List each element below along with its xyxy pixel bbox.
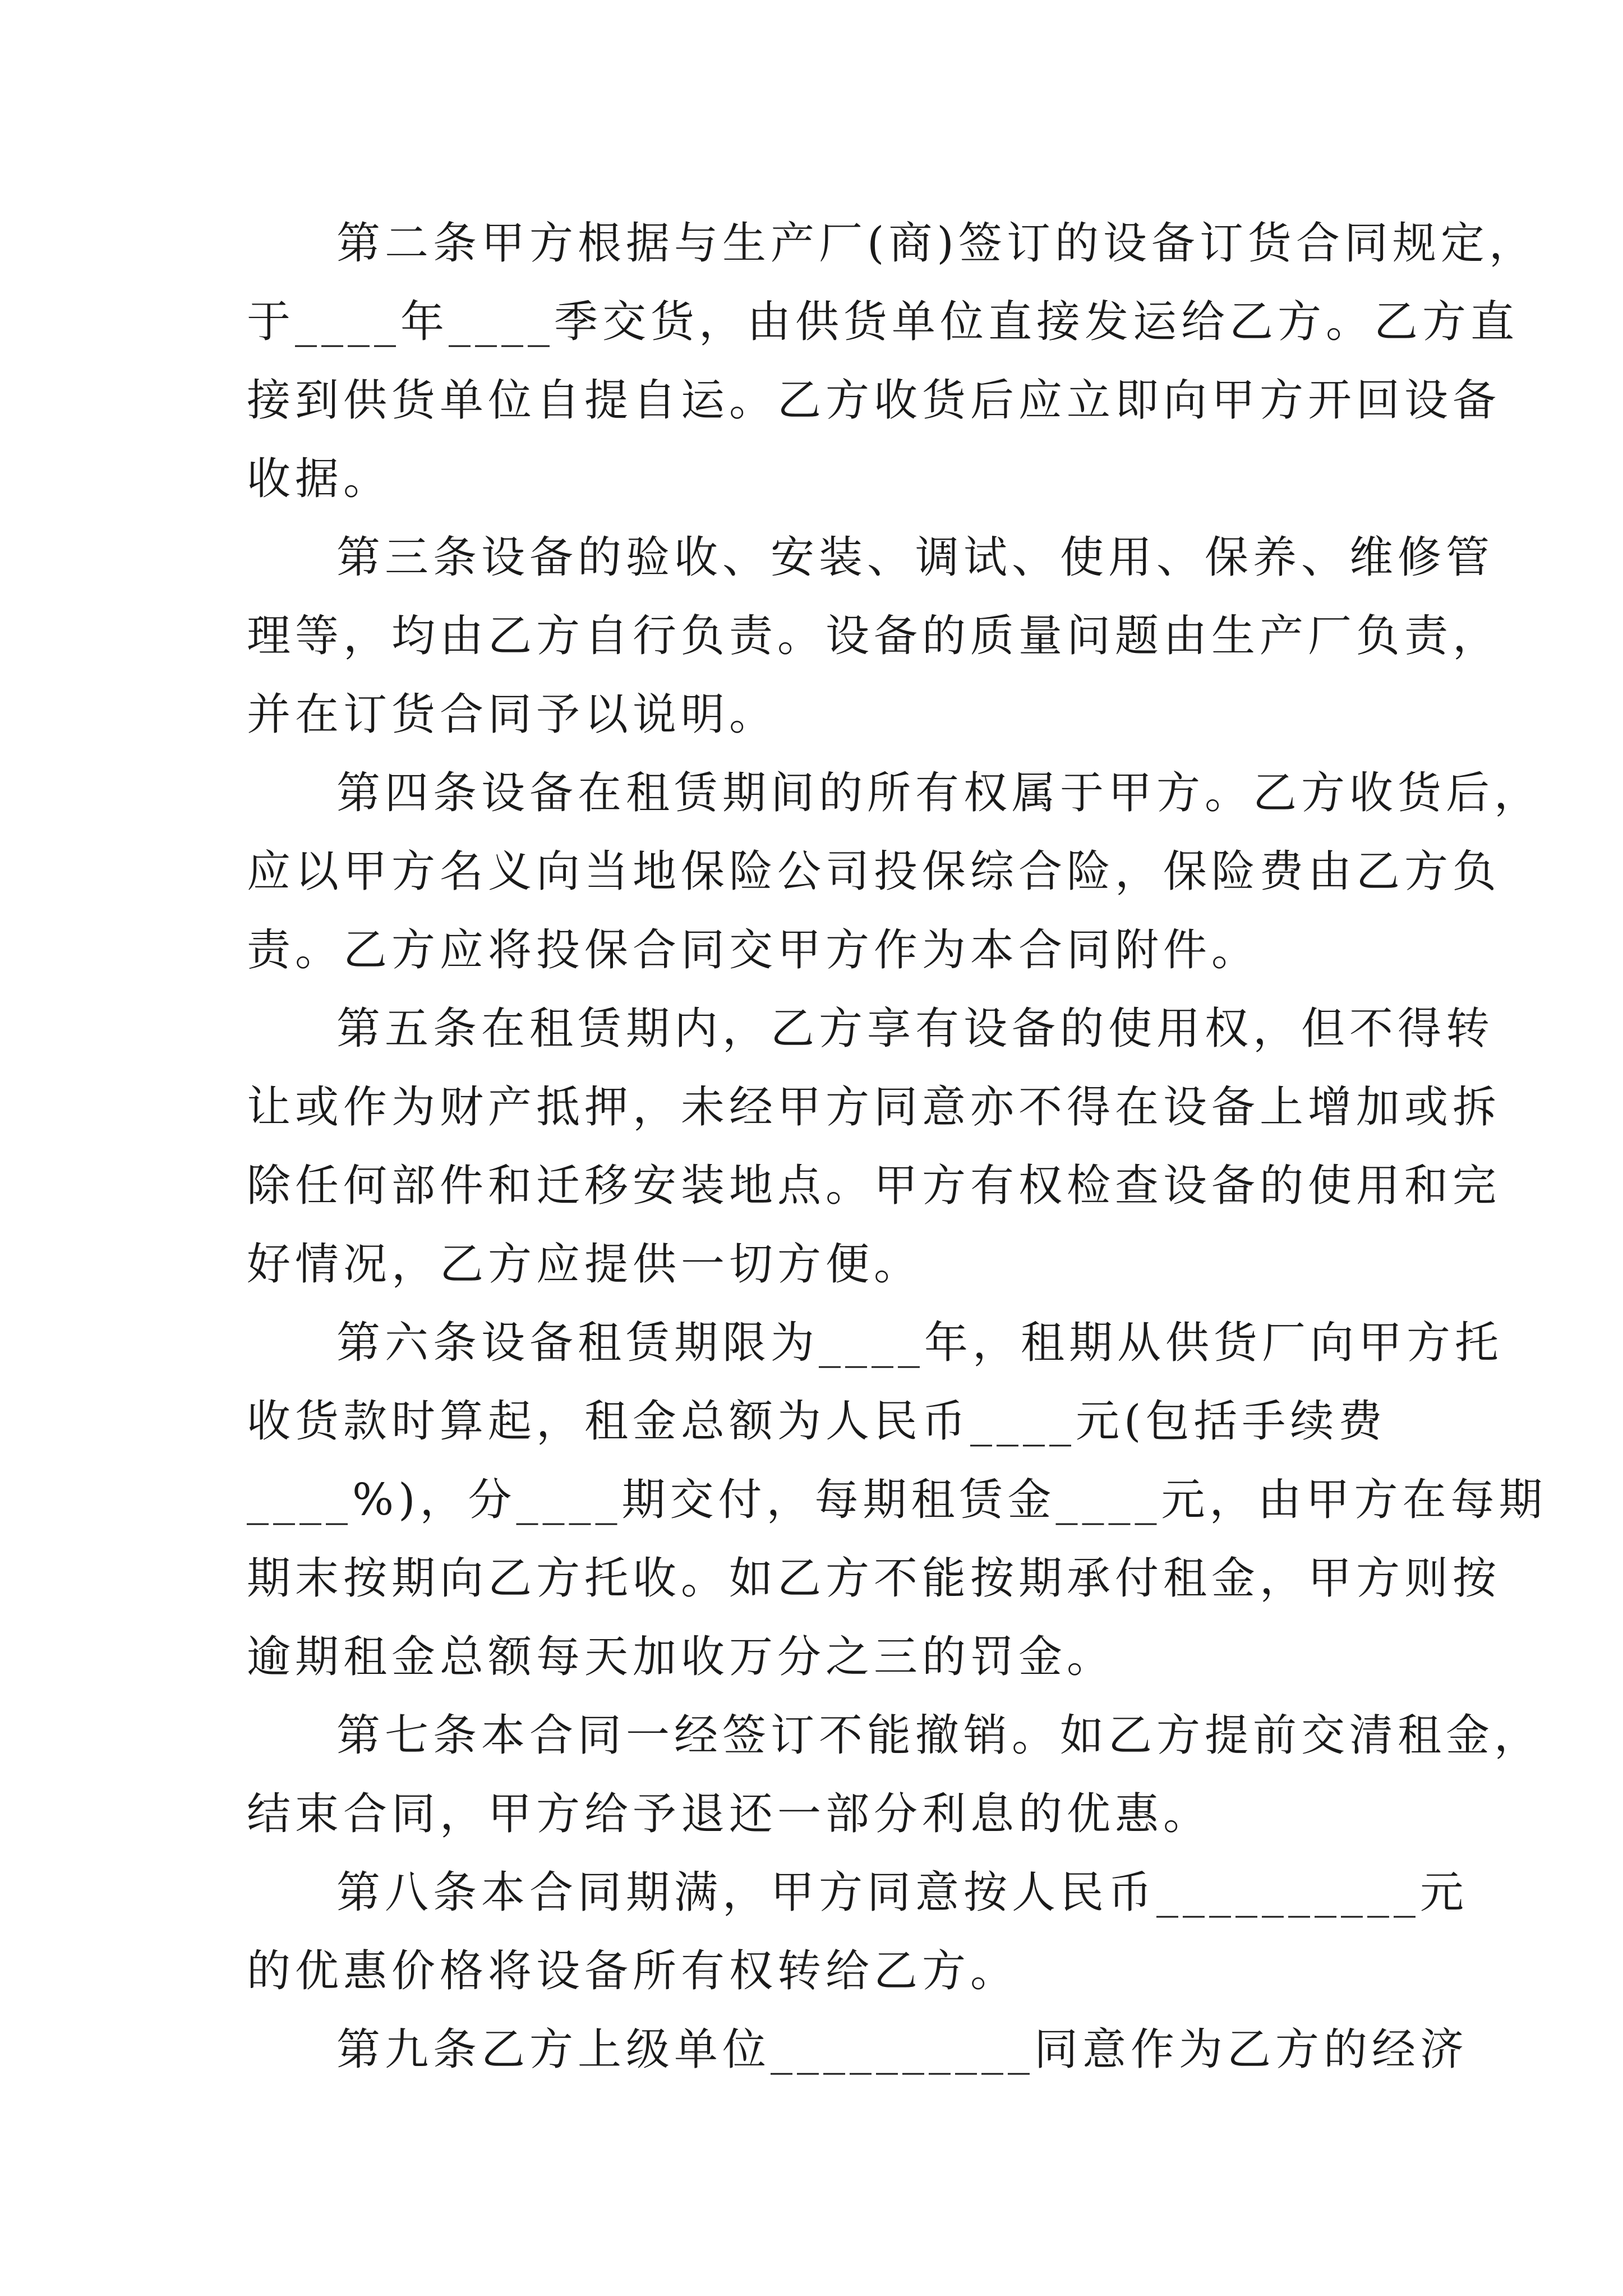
text-line: 第五条在租赁期内，乙方享有设备的使用权，但不得转 — [336, 1004, 1495, 1054]
text-line: 第三条设备的验收、安装、调试、使用、保养、维修管 — [336, 532, 1495, 583]
text-line: ____%)，分____期交付，每期租赁金____元，由甲方在每期 — [247, 1475, 1547, 1525]
text-line: 理等，均由乙方自行负责。设备的质量问题由生产厂负责， — [247, 611, 1501, 661]
text-line: 第四条设备在租赁期间的所有权属于甲方。乙方收货后， — [336, 768, 1543, 818]
text-line: 收货款时算起，租金总额为人民币____元(包括手续费 — [247, 1396, 1387, 1447]
text-line: 接到供货单位自提自运。乙方收货后应立即向甲方开回设备 — [247, 375, 1501, 426]
text-line: 好情况，乙方应提供一切方便。 — [247, 1239, 923, 1290]
text-line: 应以甲方名义向当地保险公司投保综合险，保险费由乙方负 — [247, 846, 1501, 897]
text-line: 第七条本合同一经签订不能撤销。如乙方提前交清租金， — [336, 1710, 1543, 1761]
text-line: 第八条本合同期满，甲方同意按人民币__________元 — [336, 1867, 1469, 1918]
text-line: 收据。 — [247, 454, 392, 504]
text-line: 第六条设备租赁期限为____年，租期从供货厂向甲方托 — [336, 1318, 1504, 1368]
text-line: 责。乙方应将投保合同交甲方作为本合同附件。 — [247, 925, 1260, 976]
text-line: 第二条甲方根据与生产厂(商)签订的设备订货合同规定， — [336, 218, 1537, 269]
text-line: 并在订货合同予以说明。 — [247, 689, 778, 740]
text-line: 除任何部件和迁移安装地点。甲方有权检查设备的使用和完 — [247, 1161, 1501, 1211]
text-line: 结束合同，甲方给予退还一部分利息的优惠。 — [247, 1789, 1212, 1839]
text-line: 于____年____季交货，由供货单位直接发运给乙方。乙方直 — [247, 297, 1519, 347]
text-line: 的优惠价格将设备所有权转给乙方。 — [247, 1946, 1019, 1996]
text-line: 逾期租金总额每天加收万分之三的罚金。 — [247, 1632, 1115, 1682]
text-line: 第九条乙方上级单位__________同意作为乙方的经济 — [336, 2024, 1469, 2075]
text-line: 让或作为财产抵押，未经甲方同意亦不得在设备上增加或拆 — [247, 1082, 1501, 1133]
text-line: 期末按期向乙方托收。如乙方不能按期承付租金，甲方则按 — [247, 1553, 1501, 1604]
